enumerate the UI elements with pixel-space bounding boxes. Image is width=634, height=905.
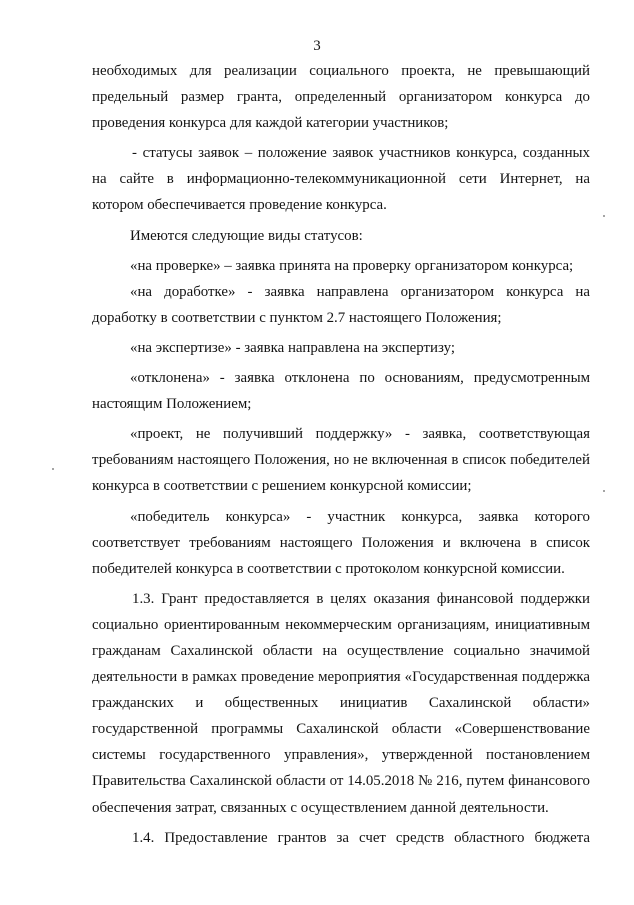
paragraph-status-types-intro: Имеются следующие виды статусов: xyxy=(130,227,363,244)
paragraph-status-on-review: «на проверке» – заявка принята на проверку организатором конкурса; xyxy=(130,257,574,274)
paragraph-status-rejected: «отклонена» - заявка отклонена по основаниям, предусмотренным настоящим Положением; xyxy=(92,370,590,413)
scan-speck xyxy=(603,215,605,217)
paragraph-application-statuses-definition: - статусы заявок – положение заявок участников конкурса, созданных на сайте в информационно-телекоммуникационной сети Интернет, на котором обеспечивается проведение конкурса. xyxy=(92,145,590,214)
paragraph-status-revision: «на доработке» - заявка направлена организатором конкурса на доработку в соответствии с пунктом 2.7 настоящего Положения; xyxy=(92,283,590,326)
paragraph-status-not-supported: «проект, не получивший поддержку» - заявка, соответствующая требованиям настоящего Положения, но не включенная в список победителей конкурса в соответствии с решением конкурсной комиссии; xyxy=(92,426,590,495)
scan-speck xyxy=(603,490,605,492)
paragraph-grant-size-continuation: необходимых для реализации социального проекта, не превышающий предельный размер гранта, определенный организатором конкурса до проведения конкурса для каждой категории участников; xyxy=(92,63,590,132)
paragraph-section-1-3: 1.3. Грант предоставляется в целях оказания финансовой поддержки социально ориентированным некоммерческим организациям, инициативным гражданам Сахалинской области на осуществление социально значимой деятельности в рамках проведение мероприятия «Государственная поддержка гражданских и общественных инициатив Сахалинской области» государственной программы Сахалинской области «Совершенствование системы государственного управления», утвержденной постановлением Правительства Сахалинской области от 14.05.2018 № 216, путем финансового обеспечения затрат, связанных с осуществлением данной деятельности. xyxy=(92,590,590,816)
scan-speck xyxy=(52,468,54,470)
paragraph-section-1-4: 1.4. Предоставление грантов за счет средств областного бюджета xyxy=(132,829,590,846)
document-body xyxy=(92,58,590,851)
paragraph-status-expertise: «на экспертизе» - заявка направлена на экспертизу; xyxy=(130,339,455,356)
paragraph-status-winner: «победитель конкурса» - участник конкурса, заявка которого соответствует требованиям настоящего Положения и включена в список победителей конкурса в соответствии с протоколом конкурсной комиссии. xyxy=(92,508,590,577)
page-number: 3 xyxy=(313,38,321,54)
